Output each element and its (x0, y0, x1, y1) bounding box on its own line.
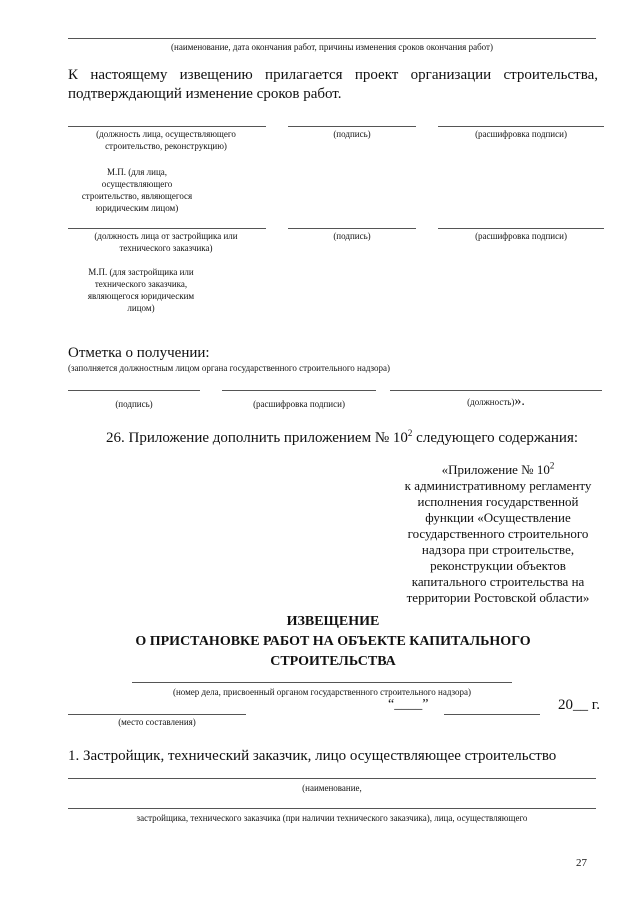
notice-title-line2: О ПРИСТАНОВКЕ РАБОТ НА ОБЪЕКТЕ КАПИТАЛЬНОГО (135, 634, 531, 649)
sig2-position-caption: (должность лица от застройщика или технического заказчика) (94, 231, 238, 253)
attachment-text: К настоящему извещению прилагается проект организации строительства, подтверждающий изменение сроков работ. (68, 67, 598, 102)
case-number-line (132, 682, 512, 683)
date-year: 20__ г. (558, 697, 600, 713)
receipt-signature-caption: (подпись) (115, 399, 153, 409)
date-month-line (444, 714, 540, 715)
sig1-position-line (68, 126, 266, 127)
sig1-position-caption: (должность лица, осуществляющего строительство, реконструкцию) (96, 129, 236, 151)
case-number-caption: (номер дела, присвоенный органом государственного строительного надзора) (172, 687, 472, 697)
receipt-decoding-caption: (расшифровка подписи) (253, 399, 345, 409)
sig2-decoding-line (438, 228, 604, 229)
section-1-caption1: (наименование, (302, 783, 362, 793)
item-26-main: 26. Приложение дополнить приложением № 10 (106, 430, 408, 446)
section-1-name-line (68, 778, 596, 779)
sig2-position-line (68, 228, 266, 229)
appendix-heading (398, 462, 598, 478)
page-number: 27 (576, 857, 587, 869)
item-26-tail: следующего содержания: (412, 430, 579, 446)
date-day: “____” (388, 697, 429, 712)
receipt-signature-line (68, 390, 200, 391)
section-1-line2 (68, 808, 596, 809)
sig1-signature-line (288, 126, 416, 127)
notice-title (68, 612, 598, 672)
sig1-decoding-line (438, 126, 604, 127)
top-rule (68, 38, 596, 39)
notice-title-line1: ИЗВЕЩЕНИЕ (286, 614, 380, 629)
receipt-position-caption (390, 396, 602, 408)
receipt-closing: ». (514, 394, 525, 409)
receipt-position-line (390, 390, 602, 391)
sig1-stamp-note: М.П. (для лица, осуществляющего строительство, являющегося юридическим лицом) (81, 167, 193, 213)
sig2-decoding-caption: (расшифровка подписи) (475, 231, 567, 241)
receipt-decoding-line (222, 390, 376, 391)
sig2-stamp-note: М.П. (для застройщика или технического заказчика, являющегося юридическим лицом) (87, 267, 195, 313)
item-26-sup: 2 (407, 428, 413, 438)
sig2-signature-line (288, 228, 416, 229)
appendix-text: к административному регламенту исполнения государственной функции «Осуществление государственного строительного надзора при строительстве, реконструкции объектов капитального строительства на территории Ростовской области» (404, 478, 592, 605)
place-caption: (место составления) (118, 717, 196, 727)
notice-title-line3: СТРОИТЕЛЬСТВА (270, 654, 396, 669)
section-1-caption2: застройщика, технического заказчика (при наличии технического заказчика), лица, осуществляющего (136, 813, 528, 823)
receipt-position-label: (должность) (467, 397, 515, 407)
receipt-heading: Отметка о получении: (68, 345, 210, 361)
sig1-signature-caption: (подпись) (333, 129, 371, 139)
appendix-sup: 2 (549, 460, 555, 471)
place-line (68, 714, 246, 715)
appendix-block (398, 462, 598, 606)
item-26-text (106, 429, 578, 448)
appendix-line1: «Приложение № 10 (441, 462, 550, 477)
top-caption: (наименование, дата окончания работ, причины изменения сроков окончания работ) (171, 42, 493, 52)
receipt-note: (заполняется должностным лицом органа государственного строительного надзора) (68, 363, 391, 373)
sig1-decoding-caption: (расшифровка подписи) (475, 129, 567, 139)
section-1-heading: 1. Застройщик, технический заказчик, лицо осуществляющее строительство (68, 748, 557, 764)
sig2-signature-caption: (подпись) (333, 231, 371, 241)
